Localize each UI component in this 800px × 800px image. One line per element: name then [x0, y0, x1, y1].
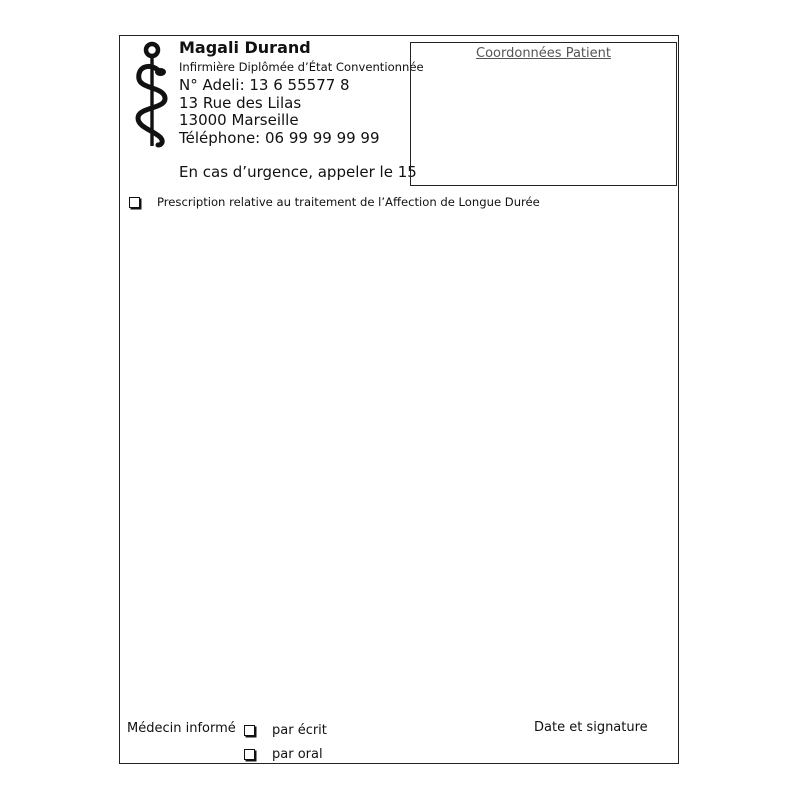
adeli-number: N° Adeli: 13 6 55577 8: [179, 76, 350, 94]
medecin-informe-label: Médecin informé: [127, 721, 236, 736]
par-ecrit-label: par écrit: [272, 723, 327, 738]
address-street: 13 Rue des Lilas: [179, 94, 302, 112]
patient-info-box[interactable]: [410, 42, 677, 186]
address-city: 13000 Marseille: [179, 111, 299, 129]
date-signature-label: Date et signature: [534, 720, 648, 735]
caduceus-icon: [134, 41, 170, 149]
nurse-name: Magali Durand: [179, 38, 311, 57]
par-oral-label: par oral: [272, 747, 323, 762]
ald-label: Prescription relative au traitement de l’Affection de Longue Durée: [157, 195, 540, 209]
patient-info-label: Coordonnées Patient: [476, 46, 611, 61]
ald-checkbox[interactable]: [129, 197, 140, 208]
par-ecrit-checkbox[interactable]: [244, 725, 255, 736]
emergency-notice: En cas d’urgence, appeler le 15: [179, 163, 417, 181]
par-oral-checkbox[interactable]: [244, 749, 255, 760]
phone-number: Téléphone: 06 99 99 99 99: [179, 129, 380, 147]
nurse-title: Infirmière Diplômée d’État Conventionnée: [179, 60, 424, 74]
prescription-sheet: [119, 35, 679, 764]
